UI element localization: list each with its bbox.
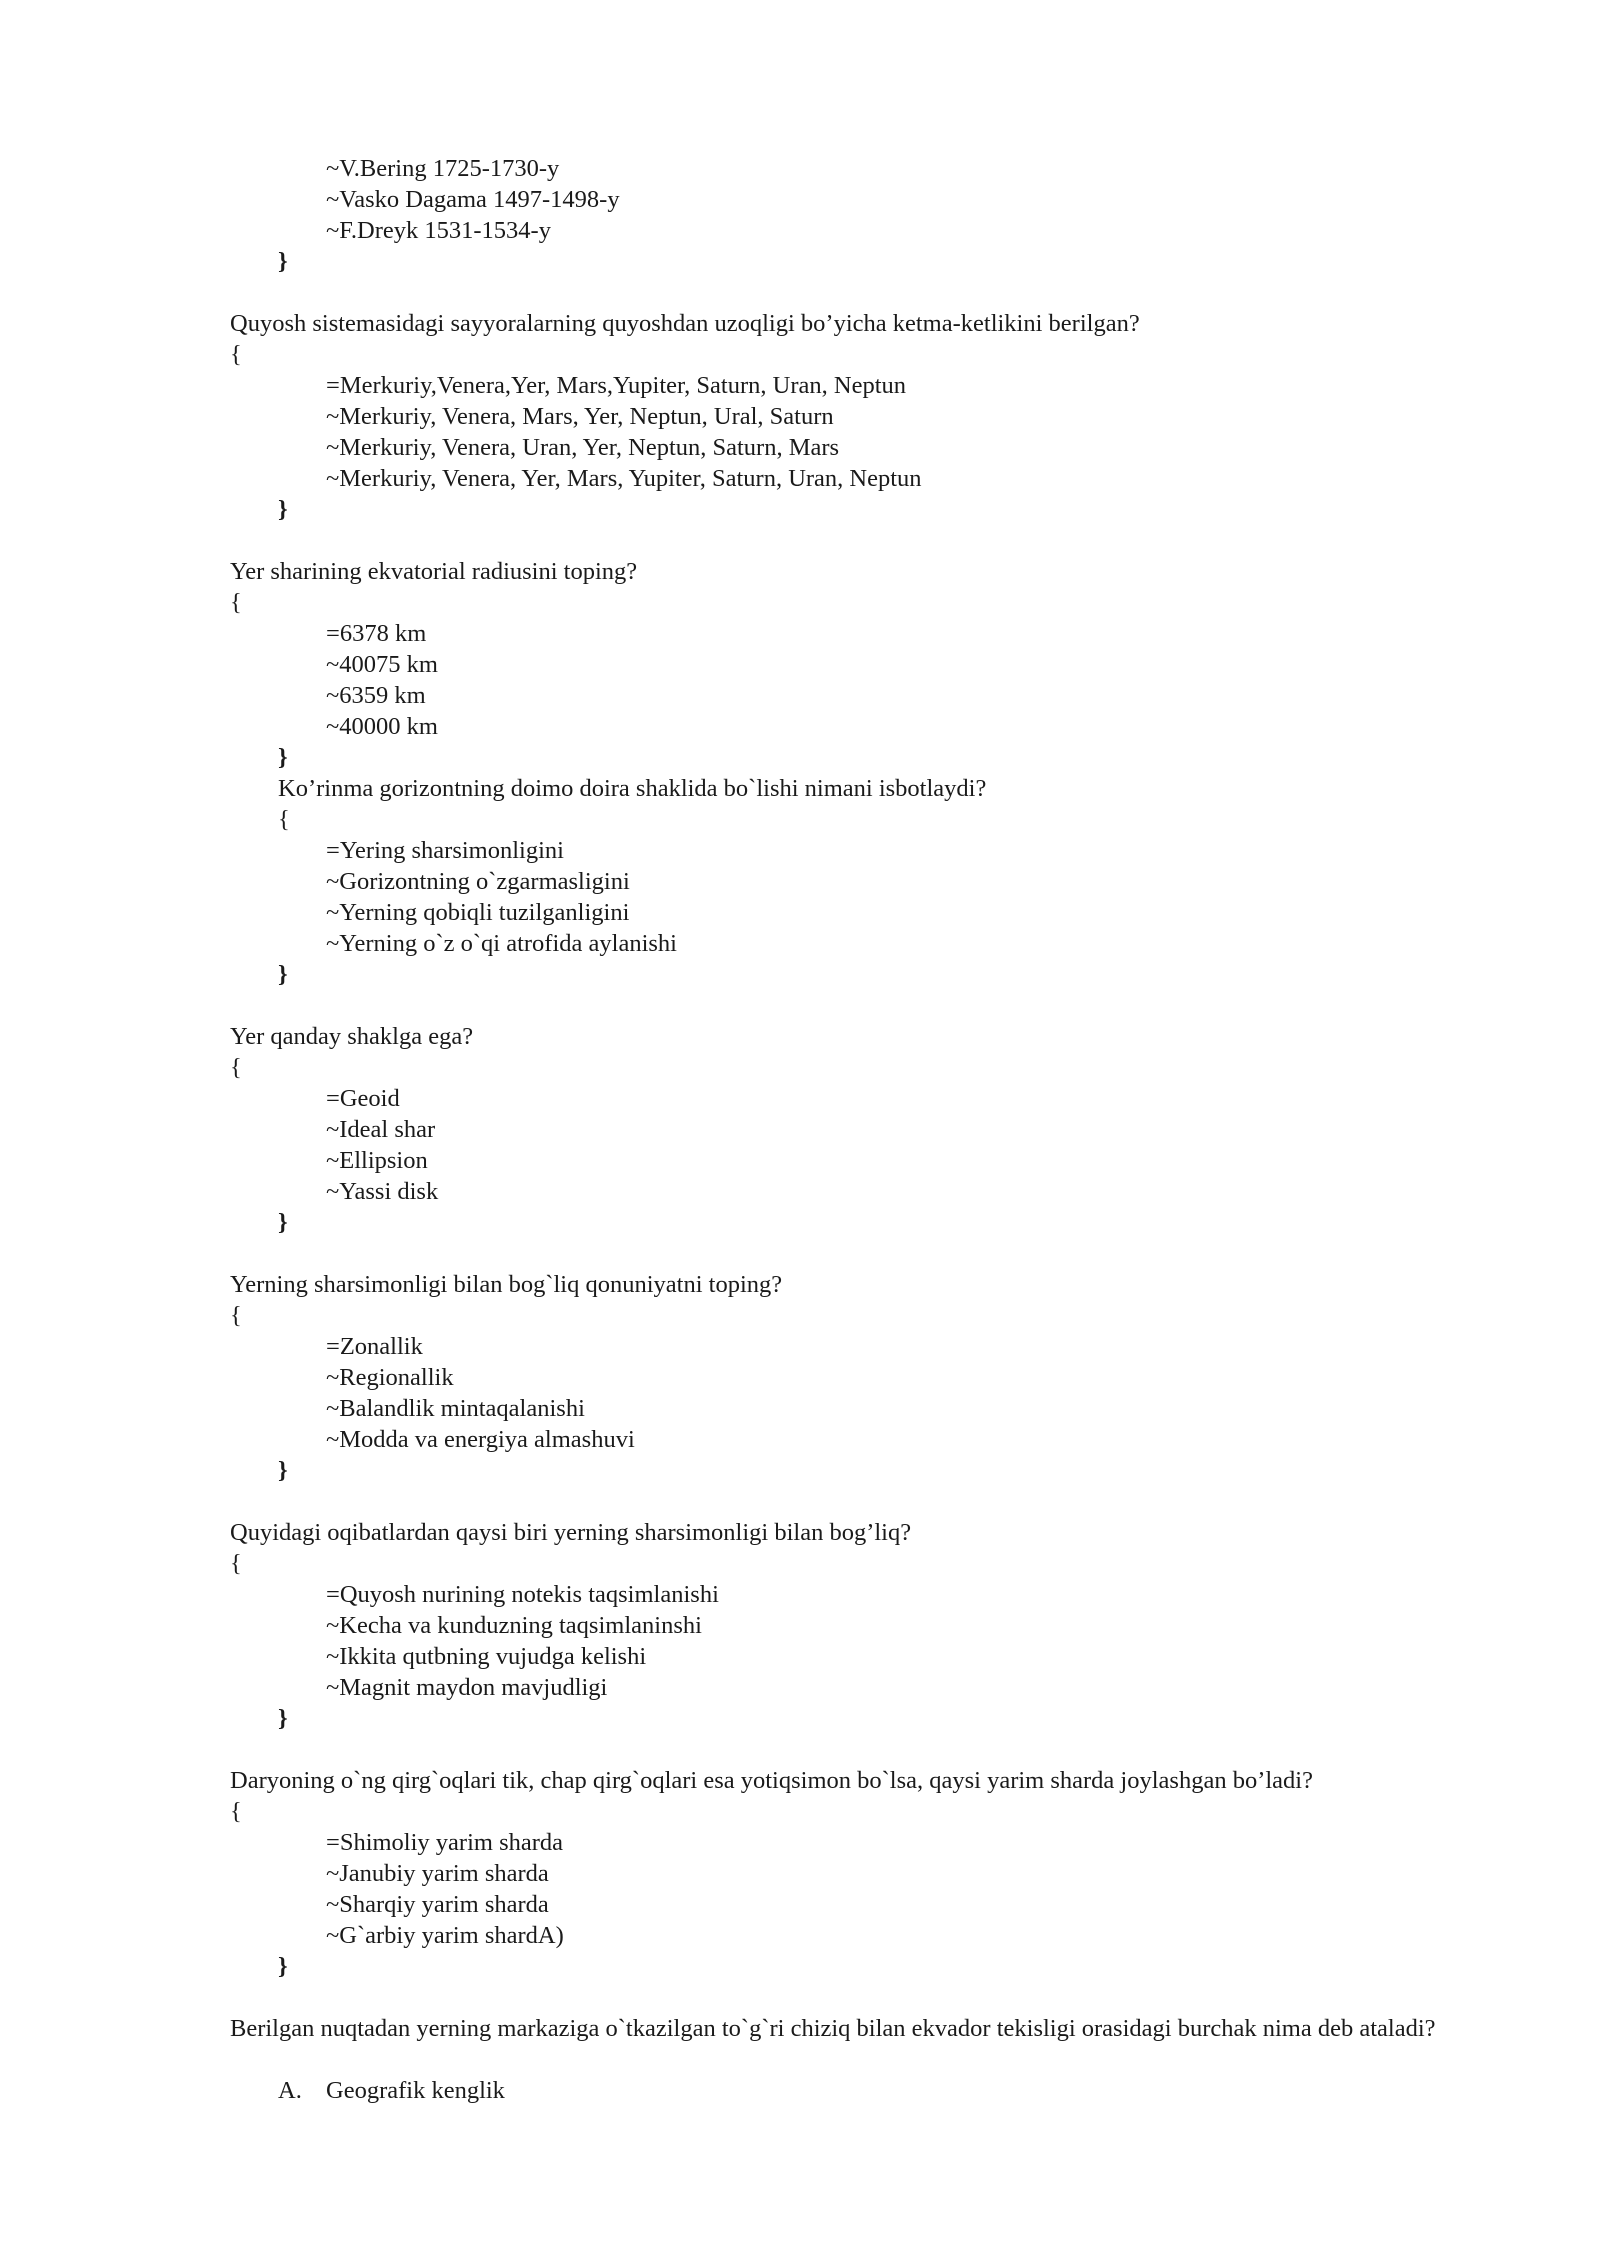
question-text: Ko’rinma gorizontning doimo doira shaklida bo`lishi nimani isbotlaydi? xyxy=(278,775,987,802)
answer-option: ~Magnit maydon mavjudligi xyxy=(326,1674,608,1701)
answer-option: ~V.Bering 1725-1730-y xyxy=(326,155,560,182)
answer-option: ~Yassi disk xyxy=(326,1178,439,1205)
answer-option: ~Kecha va kunduzning taqsimlaninshi xyxy=(326,1612,702,1639)
answer-option: ~Merkuriy, Venera, Uran, Yer, Neptun, Saturn, Mars xyxy=(326,434,840,461)
answer-option: ~Vasko Dagama 1497-1498-y xyxy=(326,186,620,213)
opening-brace: { xyxy=(230,1550,242,1577)
opening-brace: { xyxy=(278,806,290,833)
question-text: Yer sharining ekvatorial radiusini toping? xyxy=(230,558,638,585)
closing-brace: } xyxy=(278,248,288,275)
answer-option: ~6359 km xyxy=(326,682,426,709)
answer-option: ~Ellipsion xyxy=(326,1147,428,1174)
answer-option: ~Ideal shar xyxy=(326,1116,436,1143)
answer-option: ~Janubiy yarim sharda xyxy=(326,1860,549,1887)
answer-option: =6378 km xyxy=(326,620,427,647)
list-item-marker: A. xyxy=(278,2077,302,2104)
answer-option: ~Yerning qobiqli tuzilganligini xyxy=(326,899,630,926)
question-text: Quyosh sistemasidagi sayyoralarning quyoshdan uzoqligi bo’yicha ketma-ketlikini berilgan? xyxy=(230,310,1140,337)
closing-brace: } xyxy=(278,744,288,771)
answer-option: ~40075 km xyxy=(326,651,438,678)
answer-option: ~G`arbiy yarim shardA) xyxy=(326,1922,564,1949)
answer-option: ~Gorizontning o`zgarmasligini xyxy=(326,868,630,895)
question-text: Yerning sharsimonligi bilan bog`liq qonuniyatni toping? xyxy=(230,1271,783,1298)
answer-option: ~40000 km xyxy=(326,713,438,740)
answer-option: ~F.Dreyk 1531-1534-y xyxy=(326,217,551,244)
opening-brace: { xyxy=(230,1054,242,1081)
opening-brace: { xyxy=(230,1302,242,1329)
answer-option: =Shimoliy yarim sharda xyxy=(326,1829,564,1856)
answer-option: ~Ikkita qutbning vujudga kelishi xyxy=(326,1643,647,1670)
question-text: Quyidagi oqibatlardan qaysi biri yerning sharsimonligi bilan bog’liq? xyxy=(230,1519,912,1546)
question-text: Berilgan nuqtadan yerning markaziga o`tkazilgan to`g`ri chiziq bilan ekvador tekisligi orasidagi burchak nima deb ataladi? xyxy=(230,2015,1436,2042)
question-text: Yer qanday shaklga ega? xyxy=(230,1023,474,1050)
answer-option: =Quyosh nurining notekis taqsimlanishi xyxy=(326,1581,719,1608)
answer-option: =Zonallik xyxy=(326,1333,423,1360)
list-item-text: Geografik kenglik xyxy=(326,2077,505,2104)
answer-option: ~Regionallik xyxy=(326,1364,454,1391)
closing-brace: } xyxy=(278,1953,288,1980)
closing-brace: } xyxy=(278,496,288,523)
answer-option: =Yering sharsimonligini xyxy=(326,837,564,864)
closing-brace: } xyxy=(278,1457,288,1484)
closing-brace: } xyxy=(278,1705,288,1732)
opening-brace: { xyxy=(230,589,242,616)
answer-option: ~Balandlik mintaqalanishi xyxy=(326,1395,585,1422)
answer-option: ~Merkuriy, Venera, Yer, Mars, Yupiter, Saturn, Uran, Neptun xyxy=(326,465,922,492)
answer-option: ~Merkuriy, Venera, Mars, Yer, Neptun, Ural, Saturn xyxy=(326,403,834,430)
opening-brace: { xyxy=(230,1798,242,1825)
closing-brace: } xyxy=(278,1209,288,1236)
answer-option: ~Modda va energiya almashuvi xyxy=(326,1426,635,1453)
answer-option: =Merkuriy,Venera,Yer, Mars,Yupiter, Saturn, Uran, Neptun xyxy=(326,372,906,399)
answer-option: ~Sharqiy yarim sharda xyxy=(326,1891,549,1918)
opening-brace: { xyxy=(230,341,242,368)
question-text: Daryoning o`ng qirg`oqlari tik, chap qirg`oqlari esa yotiqsimon bo`lsa, qaysi yarim sharda joylashgan bo’ladi? xyxy=(230,1767,1313,1794)
closing-brace: } xyxy=(278,961,288,988)
answer-option: =Geoid xyxy=(326,1085,400,1112)
answer-option: ~Yerning o`z o`qi atrofida aylanishi xyxy=(326,930,677,957)
